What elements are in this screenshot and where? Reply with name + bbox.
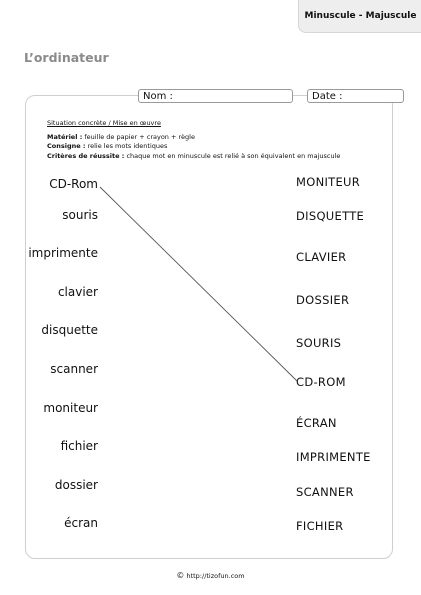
- consigne-text: relie les mots identiques: [85, 142, 168, 150]
- lowercase-word[interactable]: moniteur: [43, 401, 98, 415]
- uppercase-word[interactable]: IMPRIMENTE: [296, 450, 371, 464]
- uppercase-word[interactable]: CD-ROM: [296, 375, 346, 389]
- uppercase-word[interactable]: CLAVIER: [296, 250, 347, 264]
- uppercase-word[interactable]: MONITEUR: [296, 175, 361, 189]
- uppercase-word[interactable]: SCANNER: [296, 485, 354, 499]
- lowercase-word[interactable]: souris: [62, 208, 98, 222]
- name-label: Nom :: [143, 91, 173, 102]
- criteres-text: chaque mot en minuscule est relié à son équivalent en majuscule: [124, 152, 341, 160]
- situation-heading: Situation concrète / Mise en œuvre: [47, 119, 161, 127]
- lowercase-word[interactable]: dossier: [54, 478, 98, 492]
- footer-url[interactable]: http://tizofun.com: [186, 572, 245, 580]
- tab-label: Minuscule - Majuscule: [304, 11, 417, 21]
- uppercase-word[interactable]: DOSSIER: [296, 293, 350, 307]
- uppercase-word[interactable]: FICHIER: [296, 519, 344, 533]
- uppercase-word[interactable]: DISQUETTE: [296, 209, 365, 223]
- lowercase-word[interactable]: CD-Rom: [49, 177, 98, 191]
- lowercase-word[interactable]: écran: [64, 516, 98, 530]
- lowercase-word[interactable]: imprimente: [28, 246, 98, 260]
- uppercase-word[interactable]: ÉCRAN: [296, 416, 337, 430]
- lowercase-word[interactable]: disquette: [41, 323, 98, 337]
- materiel-text: feuille de papier + crayon + règle: [82, 133, 195, 141]
- uppercase-word[interactable]: SOURIS: [296, 336, 342, 350]
- consigne-label: Consigne :: [47, 142, 86, 150]
- lowercase-word[interactable]: clavier: [57, 285, 98, 299]
- materiel-label: Matériel :: [47, 133, 83, 141]
- copyright-icon: ©: [176, 571, 185, 580]
- lowercase-word[interactable]: fichier: [60, 439, 98, 453]
- criteres-label: Critères de réussite :: [47, 152, 125, 160]
- date-label: Date :: [312, 91, 343, 102]
- lowercase-word[interactable]: scanner: [50, 362, 98, 376]
- footer: [0, 571, 421, 580]
- page-title: L’ordinateur: [24, 50, 109, 65]
